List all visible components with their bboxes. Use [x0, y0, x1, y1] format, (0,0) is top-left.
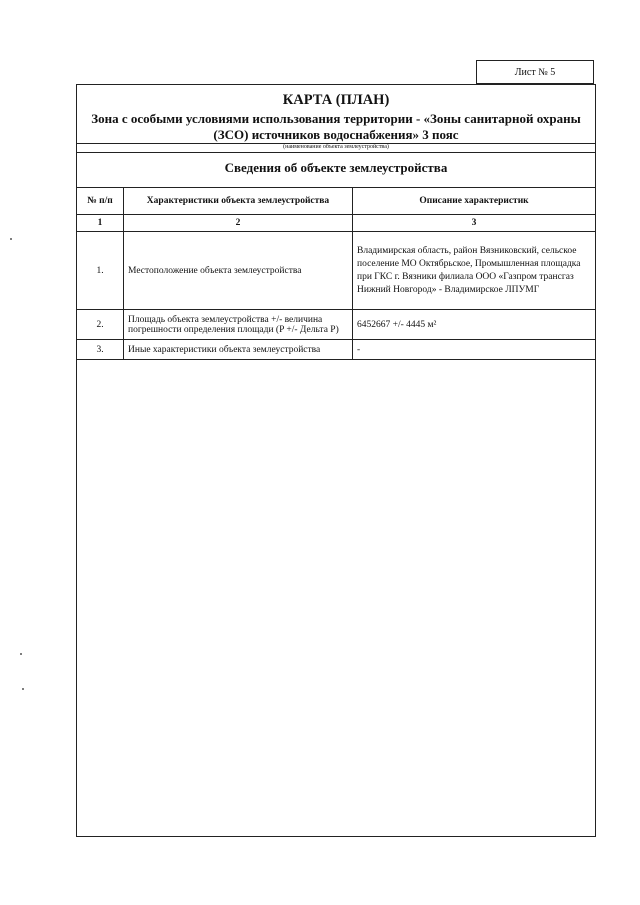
- table-row: [77, 232, 596, 310]
- caption-divider-bottom: [76, 152, 596, 153]
- row-description: 6452667 +/- 4445 м²: [353, 310, 596, 340]
- row-number: 1.: [77, 232, 124, 310]
- row-number: 3.: [77, 340, 124, 360]
- col-number-3: 3: [353, 215, 596, 232]
- object-info-table: [76, 187, 596, 360]
- row-characteristic: Местоположение объекта землеустройства: [124, 232, 353, 310]
- table-row: [77, 340, 596, 360]
- row-description: Владимирская область, район Вязниковский, сельское поселение МО Октябрьское, Промышленная площадка при ГКС г. Вязники филиала ООО «Газпром трансгаз Нижний Новгород» - Владимирское ЛПУМГ: [353, 232, 596, 310]
- col-number-1: 1: [77, 215, 124, 232]
- scan-speck: [20, 653, 22, 655]
- col-number-2: 2: [124, 215, 353, 232]
- scan-speck: [10, 238, 12, 240]
- header-characteristics: Характеристики объекта землеустройства: [124, 188, 353, 215]
- row-description: -: [353, 340, 596, 360]
- section-title: Сведения об объекте землеустройства: [224, 160, 448, 175]
- object-name-caption: (наименование объекта землеустройства): [283, 144, 389, 150]
- header-number: № п/п: [77, 188, 124, 215]
- header-description: Описание характеристик: [353, 188, 596, 215]
- document-subtitle: Зона с особыми условиями использования территории - «Зоны санитарной охраны (ЗСО) источников водоснабжения» 3 пояс: [91, 111, 581, 142]
- scan-speck: [22, 688, 24, 690]
- row-characteristic: Площадь объекта землеустройства +/- величина погрешности определения площади (P +/- Дельта P): [124, 310, 353, 340]
- table-header-row: [77, 188, 596, 215]
- row-characteristic: Иные характеристики объекта землеустройства: [124, 340, 353, 360]
- sheet-number-label: Лист № 5: [476, 60, 594, 84]
- column-number-row: [77, 215, 596, 232]
- row-number: 2.: [77, 310, 124, 340]
- table-row: [77, 310, 596, 340]
- document-title: КАРТА (ПЛАН): [282, 92, 390, 108]
